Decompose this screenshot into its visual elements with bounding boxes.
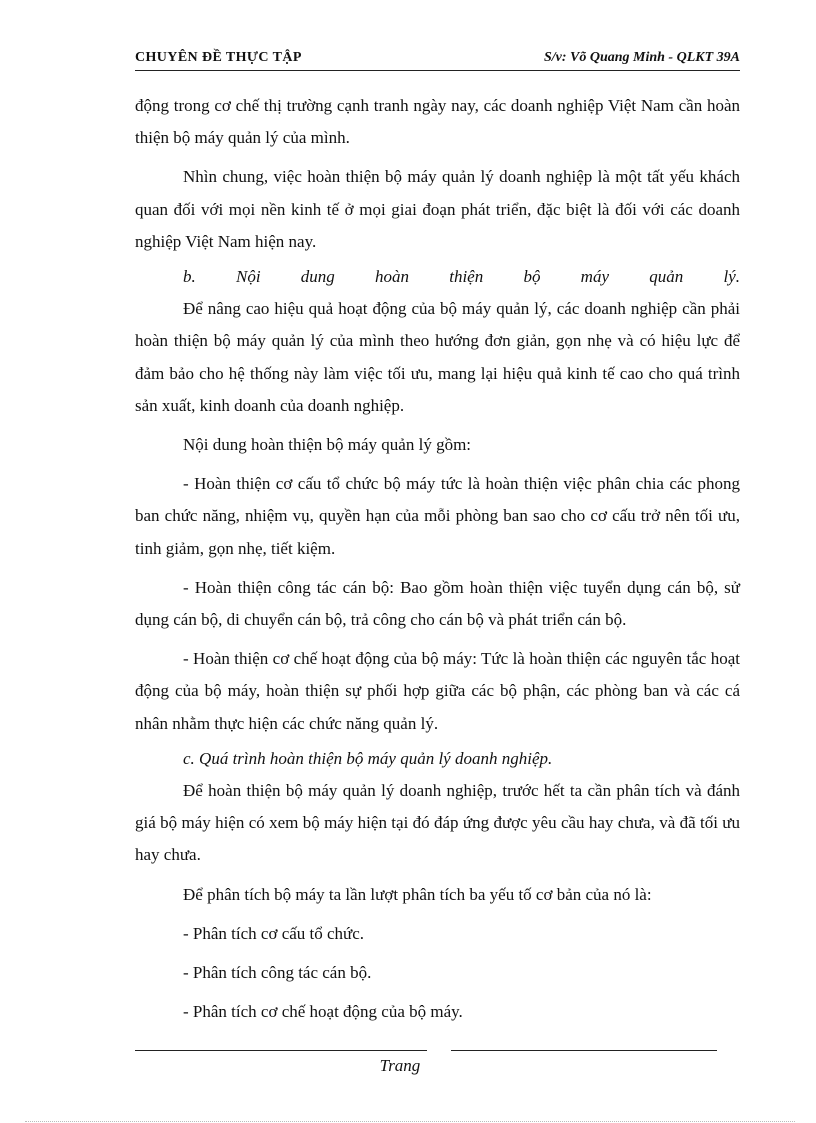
page-footer [135,1050,717,1080]
list-item-analysis-structure: - Phân tích cơ cấu tổ chức. [183,923,365,943]
paragraph-analysis-factors: Để phân tích bộ máy ta lần lượt phân tích ba yếu tố cơ bản của nó là: [183,884,652,904]
page-number-label: Trang [379,1056,421,1075]
list-item-personnel: - Hoàn thiện công tác cán bộ: Bao gồm hoàn thiện việc tuyển dụng cán bộ, sử dụng cán bộ, di chuyển cán bộ, trả công cho cán bộ và phát triển cán bộ. [135,577,740,630]
page-header [135,50,740,71]
paragraph-overview: Nhìn chung, việc hoàn thiện bộ máy quản lý doanh nghiệp là một tất yếu khách quan đối với mọi nền kinh tế ở mọi giai đoạn phát triển, đặc biệt là đối với các doanh nghiệp Việt Nam hiện nay. [135,167,740,251]
paragraph-continuation: động trong cơ chế thị trường cạnh tranh ngày nay, các doanh nghiệp Việt Nam cần hoàn thiện bộ máy quản lý của mình. [135,96,740,148]
list-item-mechanism: - Hoàn thiện cơ chế hoạt động của bộ máy: Tức là hoàn thiện các nguyên tắc hoạt động của bộ máy, hoàn thiện sự phối hợp giữa các bộ phận, các phòng ban và các cá nhân nhằm thực hiện các chức năng quản lý. [135,649,740,733]
page-body [135,90,740,1028]
list-item-analysis-mechanism: - Phân tích cơ chế hoạt động của bộ máy. [183,1002,463,1022]
footer-rule-left [135,1050,427,1051]
section-heading-c: c. Quá trình hoàn thiện bộ máy quản lý doanh nghiệp. [183,748,553,768]
list-item-structure: - Hoàn thiện cơ cấu tổ chức bộ máy tức là hoàn thiện việc phân chia các phong ban chức năng, nhiệm vụ, quyền hạn của mỗi phòng ban sao cho cơ cấu trở nên tối ưu, tinh giảm, gọn nhẹ, tiết kiệm. [135,474,740,558]
paragraph-analysis: Để hoàn thiện bộ máy quản lý doanh nghiệp, trước hết ta cần phân tích và đánh giá bộ máy hiện có xem bộ máy hiện tại đó đáp ứng được yêu cầu hay chưa, và đã tối ưu hay chưa. [135,781,740,865]
header-author: S/v: Võ Quang Minh - QLKT 39A [543,50,740,65]
header-document-type: CHUYÊN ĐỀ THỰC TẬP [135,50,302,65]
footer-rule-right [451,1050,717,1051]
section-heading-b: b. Nội dung hoàn thiện bộ máy quản lý. [183,267,740,287]
paragraph-efficiency: Để nâng cao hiệu quả hoạt động của bộ máy quản lý, các doanh nghiệp cần phải hoàn thiện bộ máy quản lý của mình theo hướng đơn giản, gọn nhẹ và có hiệu lực để đảm bảo cho hệ thống này làm việc tối ưu, mang lại hiệu quả kinh tế cao cho quá trình sản xuất, kinh doanh của doanh nghiệp. [135,299,740,415]
list-item-analysis-personnel: - Phân tích công tác cán bộ. [183,963,372,983]
page-edge-divider [25,1121,795,1122]
paragraph-content-intro: Nội dung hoàn thiện bộ máy quản lý gồm: [183,435,472,455]
